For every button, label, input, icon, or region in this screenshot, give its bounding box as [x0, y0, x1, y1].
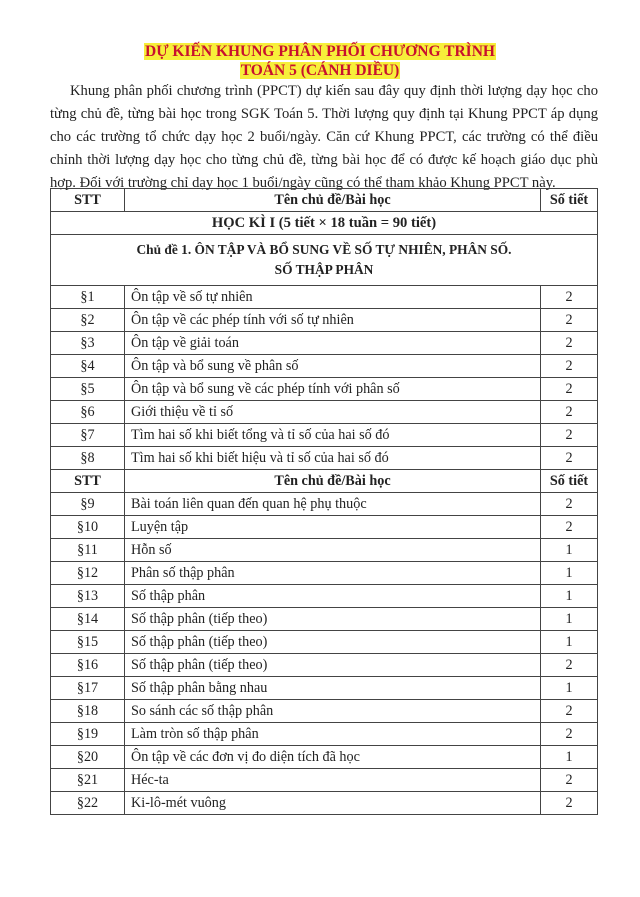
- lesson-name: Làm tròn số thập phân: [125, 723, 541, 746]
- lesson-number: §22: [51, 792, 125, 815]
- table-row: [51, 631, 598, 654]
- lesson-periods: 2: [541, 769, 598, 792]
- lesson-number: §21: [51, 769, 125, 792]
- lesson-number: §10: [51, 516, 125, 539]
- table-row: [51, 309, 598, 332]
- lesson-periods: 1: [541, 746, 598, 769]
- lesson-name: Ôn tập và bổ sung về phân số: [125, 355, 541, 378]
- table-row: [51, 332, 598, 355]
- table-row: [51, 562, 598, 585]
- document-title-line-1: DỰ KIẾN KHUNG PHÂN PHỐI CHƯƠNG TRÌNH: [145, 43, 495, 60]
- table-row: [51, 424, 598, 447]
- lesson-number: §1: [51, 286, 125, 309]
- lesson-periods: 1: [541, 585, 598, 608]
- header-stt: STT: [51, 189, 125, 212]
- lesson-name: Héc-ta: [125, 769, 541, 792]
- lesson-name: Tìm hai số khi biết tổng và tỉ số của hai số đó: [125, 424, 541, 447]
- lesson-number: §16: [51, 654, 125, 677]
- lesson-periods: 2: [541, 700, 598, 723]
- table-row: [51, 769, 598, 792]
- header-lesson-name: Tên chủ đề/Bài học: [125, 189, 541, 212]
- lesson-name: Số thập phân (tiếp theo): [125, 608, 541, 631]
- lesson-name: Số thập phân (tiếp theo): [125, 631, 541, 654]
- table-row: [51, 539, 598, 562]
- lesson-name: Ôn tập về các phép tính với số tự nhiên: [125, 309, 541, 332]
- lesson-number: §7: [51, 424, 125, 447]
- lesson-name: Số thập phân (tiếp theo): [125, 654, 541, 677]
- lesson-periods: 2: [541, 424, 598, 447]
- lesson-number: §13: [51, 585, 125, 608]
- document-title-line-2: TOÁN 5 (CÁNH DIỀU): [240, 62, 400, 79]
- curriculum-table: [50, 188, 598, 815]
- table-row: [51, 677, 598, 700]
- lesson-number: §11: [51, 539, 125, 562]
- lesson-name: So sánh các số thập phân: [125, 700, 541, 723]
- lesson-name: Ôn tập về các đơn vị đo diện tích đã học: [125, 746, 541, 769]
- table-row: [51, 792, 598, 815]
- lesson-name: Phân số thập phân: [125, 562, 541, 585]
- semester-row: [51, 212, 598, 235]
- header-periods: Số tiết: [541, 470, 598, 493]
- lesson-periods: 1: [541, 562, 598, 585]
- table-row: [51, 286, 598, 309]
- lesson-name: Số thập phân bằng nhau: [125, 677, 541, 700]
- table-row: [51, 447, 598, 470]
- lesson-periods: 1: [541, 631, 598, 654]
- table-row: [51, 401, 598, 424]
- lesson-number: §2: [51, 309, 125, 332]
- table-row: [51, 608, 598, 631]
- lesson-periods: 1: [541, 608, 598, 631]
- table-row: [51, 516, 598, 539]
- topic-label-line-1: Chủ đề 1. ÔN TẬP VÀ BỔ SUNG VỀ SỐ TỰ NHIÊN, PHÂN SỐ.: [136, 242, 512, 257]
- lesson-number: §9: [51, 493, 125, 516]
- lesson-number: §15: [51, 631, 125, 654]
- lesson-number: §18: [51, 700, 125, 723]
- lesson-name: Bài toán liên quan đến quan hệ phụ thuộc: [125, 493, 541, 516]
- semester-label: HỌC KÌ I (5 tiết × 18 tuần = 90 tiết): [51, 212, 598, 235]
- lesson-name: Ôn tập về số tự nhiên: [125, 286, 541, 309]
- lesson-periods: 2: [541, 493, 598, 516]
- lesson-name: Giới thiệu về tỉ số: [125, 401, 541, 424]
- lesson-number: §17: [51, 677, 125, 700]
- table-row: [51, 654, 598, 677]
- lesson-periods: 2: [541, 309, 598, 332]
- table-row: [51, 493, 598, 516]
- lesson-name: Ôn tập về giải toán: [125, 332, 541, 355]
- lesson-periods: 1: [541, 677, 598, 700]
- lesson-periods: 2: [541, 355, 598, 378]
- lesson-number: §3: [51, 332, 125, 355]
- intro-paragraph: Khung phân phối chương trình (PPCT) dự kiến sau đây quy định thời lượng dạy học cho từng chủ đề, từng bài học trong SGK Toán 5. Thời lượng quy định tại Khung PPCT áp dụng cho các trường tổ chức dạy học 2 buổi/ngày. Căn cứ Khung PPCT, các trường có thể điều chỉnh thời lượng dạy học cho từng chủ đề, từng bài học để có được kế hoạch giáo dục phù hợp. Đối với trường chỉ dạy học 1 buổi/ngày cũng có thể tham khảo Khung PPCT này.: [50, 83, 598, 191]
- lesson-name: Tìm hai số khi biết hiệu và tỉ số của hai số đó: [125, 447, 541, 470]
- lesson-number: §5: [51, 378, 125, 401]
- lesson-periods: 1: [541, 539, 598, 562]
- header-periods: Số tiết: [541, 189, 598, 212]
- lesson-periods: 2: [541, 723, 598, 746]
- lesson-name: Số thập phân: [125, 585, 541, 608]
- lesson-number: §19: [51, 723, 125, 746]
- table-row: [51, 746, 598, 769]
- lesson-number: §4: [51, 355, 125, 378]
- lesson-periods: 2: [541, 401, 598, 424]
- lesson-number: §6: [51, 401, 125, 424]
- lesson-number: §20: [51, 746, 125, 769]
- table-header-row: [51, 189, 598, 212]
- table-row: [51, 378, 598, 401]
- lesson-number: §8: [51, 447, 125, 470]
- lesson-periods: 2: [541, 792, 598, 815]
- lesson-periods: 2: [541, 516, 598, 539]
- lesson-name: Ôn tập và bổ sung về các phép tính với phân số: [125, 378, 541, 401]
- header-lesson-name: Tên chủ đề/Bài học: [125, 470, 541, 493]
- header-stt: STT: [51, 470, 125, 493]
- table-row: [51, 700, 598, 723]
- table-row: [51, 723, 598, 746]
- topic-label: [51, 235, 598, 286]
- table-row: [51, 585, 598, 608]
- lesson-periods: 2: [541, 447, 598, 470]
- lesson-number: §12: [51, 562, 125, 585]
- lesson-name: Ki-lô-mét vuông: [125, 792, 541, 815]
- lesson-name: Luyện tập: [125, 516, 541, 539]
- table-header-row-repeat: [51, 470, 598, 493]
- lesson-periods: 2: [541, 286, 598, 309]
- topic-label-line-2: SỐ THẬP PHÂN: [274, 262, 374, 277]
- lesson-number: §14: [51, 608, 125, 631]
- lesson-periods: 2: [541, 332, 598, 355]
- table-row: [51, 355, 598, 378]
- topic-row: [51, 235, 598, 286]
- lesson-name: Hỗn số: [125, 539, 541, 562]
- lesson-periods: 2: [541, 378, 598, 401]
- lesson-periods: 2: [541, 654, 598, 677]
